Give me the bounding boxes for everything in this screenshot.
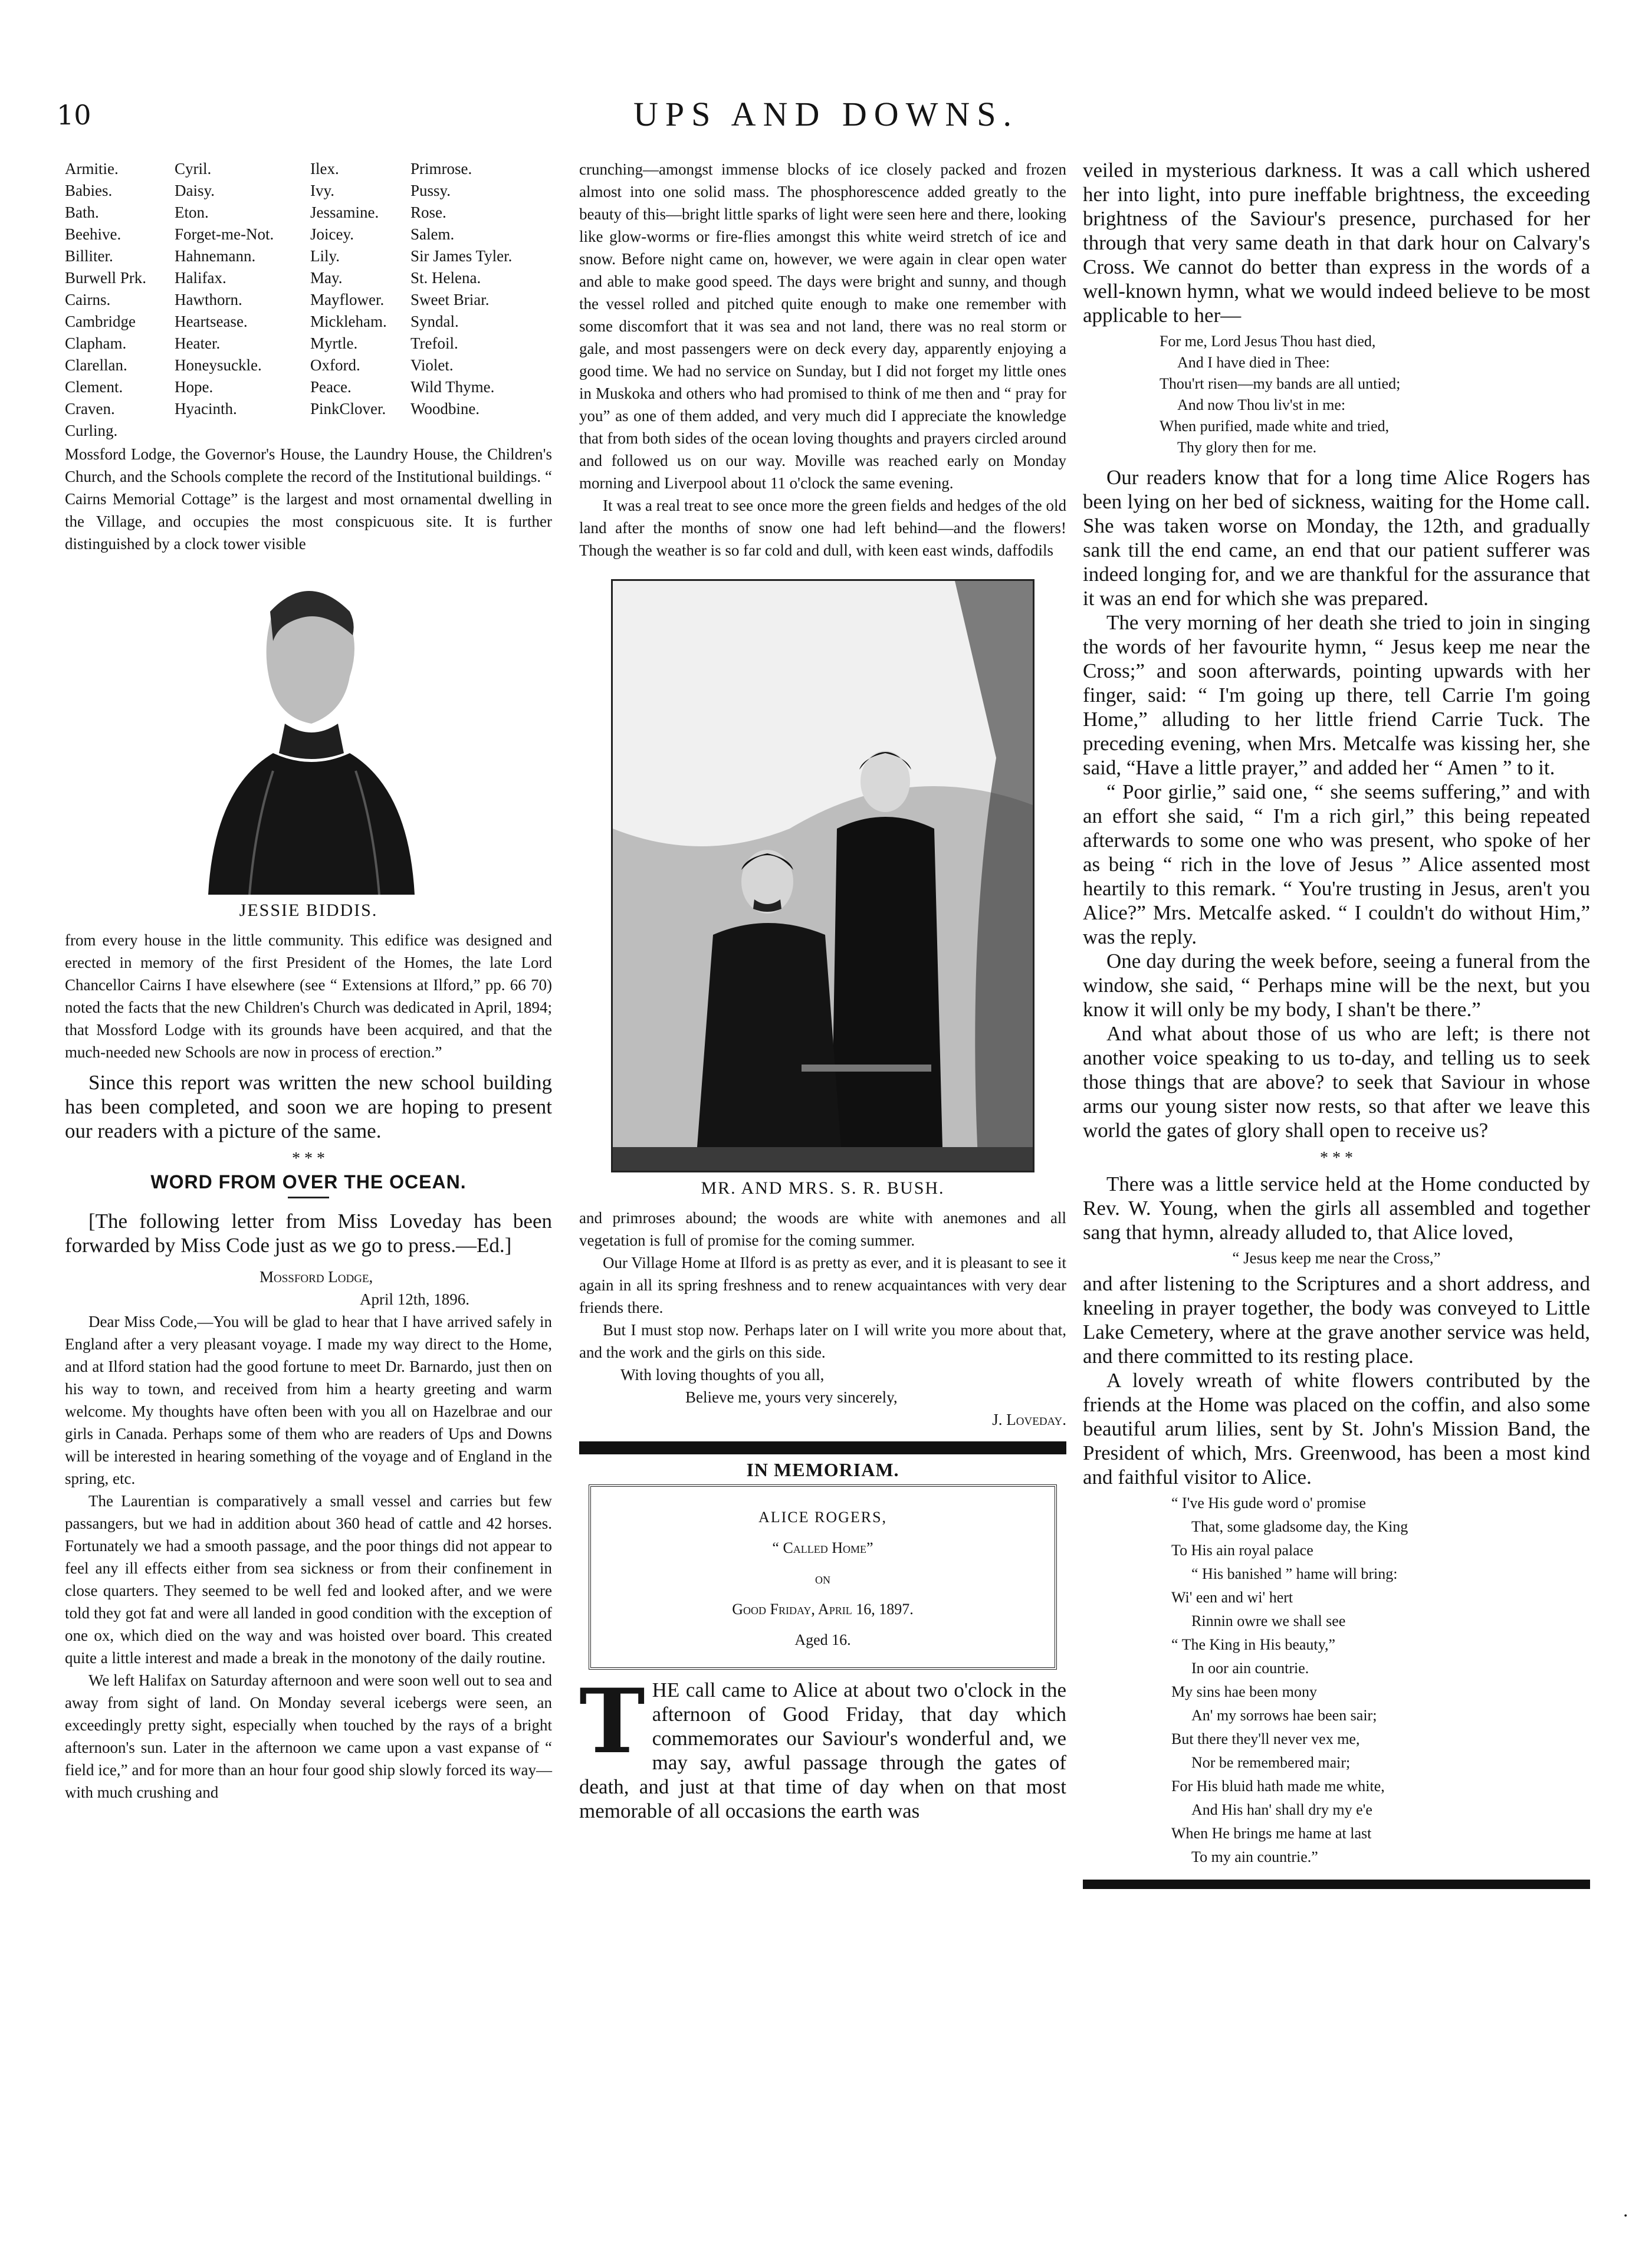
names-row <box>65 420 552 442</box>
hymn-line: And I have died in Thee: <box>1177 354 1330 371</box>
hymn-line: For me, Lord Jesus Thou hast died, <box>1160 333 1376 350</box>
names-row <box>65 224 552 245</box>
house-name <box>310 420 410 442</box>
names-row <box>65 333 552 354</box>
poem-line: “ I've His gude word o' promise <box>1171 1494 1366 1512</box>
memoriam-paragraph: HE call came to Alice at about two o'clock in the afternoon of Good Friday, that day which commemorates our Saviour's wonderful and, we may say, awful passage through the gates of death, and just at that time of day when on that most memorable of all occasions the earth was <box>579 1678 1066 1822</box>
darkness-paragraph: veiled in mysterious darkness. It was a call which ushered her into light, into pure ineffable brightness, the exceeding brightness of the Saviour's presence, purchased for her through that very same death in that dark hour on Calvary's Cross. We cannot do better than express in the words of a well-known hymn, what we would indeed believe to be most applicable to her— <box>1083 159 1590 327</box>
burial-paragraph: and after listening to the Scriptures and a short address, and kneeling in prayer together, the body was conveyed to Little Lake Cemetery, where at the grave another service was held, and there committed to its resting place. <box>1083 1272 1590 1368</box>
jessie-biddis-portrait <box>185 576 432 895</box>
poem-line: But there they'll never vex me, <box>1171 1730 1360 1747</box>
institutional-paragraph: Mossford Lodge, the Governor's House, the Laundry House, the Children's Church, and the Schools complete the record of the Institutional buildings. “ Cairns Memorial Cottage” is the largest and most ornamental dwelling in the Village, and occupies the most conspicuous site. It is further distinguished by a clock tower visible <box>65 445 552 553</box>
house-name: Halifax. <box>175 269 226 287</box>
photo-caption: MR. AND MRS. S. R. BUSH. <box>701 1178 945 1198</box>
page-mark: · <box>1623 2206 1628 2226</box>
house-name <box>175 420 310 442</box>
poem-line: To His ain royal palace <box>1171 1542 1313 1559</box>
letter-signature: J. Loveday. <box>992 1411 1066 1428</box>
poem-line: When He brings me hame at last <box>1171 1825 1372 1842</box>
cairns-paragraph: from every house in the little community. This edifice was designed and erected in memory of the first President of the Homes, the late Lord Chancellor Cairns I have elsewhere (see “ Extensions at Ilford,” pp. 66 70) noted the facts that the new Children's Church was dedicated in April, 1894; that Mossford Lodge with its grounds have been acquired, and that the much-needed new Schools are now in process of erection.” <box>65 931 552 1061</box>
poem-line: Nor be remembered mair; <box>1191 1754 1351 1771</box>
names-row <box>65 267 552 289</box>
house-name: Heartsease. <box>175 313 248 330</box>
house-name: Ivy. <box>310 182 334 199</box>
house-names-table <box>65 158 552 442</box>
names-row <box>65 289 552 311</box>
house-name: Craven. <box>65 400 115 418</box>
house-name: Clapham. <box>65 334 127 352</box>
house-name: May. <box>310 269 343 287</box>
names-row <box>65 398 552 420</box>
house-name: Daisy. <box>175 182 215 199</box>
names-row <box>65 376 552 398</box>
house-name: Pussy. <box>410 182 451 199</box>
house-name: Jessamine. <box>310 203 379 221</box>
house-name: Sir James Tyler. <box>410 247 513 265</box>
section-divider-stars: * * * <box>292 1149 325 1168</box>
funeral-window-paragraph: One day during the week before, seeing a funeral from the window, she said, “ Perhaps mine will be the next, but you know it will only be my body, I shan't be there.” <box>1083 950 1590 1021</box>
sickness-paragraph: Our readers know that for a long time Alice Rogers has been lying on her bed of sickness, waiting for the Home call. She was taken worse on Monday, the 12th, and gradually sank till the end came, an end that our patient sufferer was indeed longing for, and we are thankful for the assurance that it was an end for which she was prepared. <box>1083 466 1590 610</box>
letter-paragraph-2: The Laurentian is comparatively a small vessel and carries but few passangers, but we had in addition about 360 head of cattle and 42 horses. Fortunately we had a smooth passage, and the poor things did not appear to feel any ill effects either from sea sickness or from their confinement in close quarters. They seemed to be well fed and looked after, and we were told they got fat and were all landed in good condition with the exception of one ox, which died on the way and was hoisted over board. This created quite a little interest and made a break in the monotony of the daily routine. <box>65 1492 552 1667</box>
house-name: Oxford. <box>310 356 360 374</box>
bush-photo-frame <box>611 579 1034 1172</box>
house-name: Trefoil. <box>410 334 458 352</box>
poem-line: Wi' een and wi' hert <box>1171 1589 1293 1606</box>
hymn-line: Thy glory then for me. <box>1177 439 1317 456</box>
end-bar <box>1083 1880 1590 1889</box>
house-name: Armitie. <box>65 160 119 178</box>
house-name: Woodbine. <box>410 400 480 418</box>
column-3 <box>1083 158 1590 1889</box>
ilford-paragraph: Our Village Home at Ilford is as pretty as ever, and it is pleasant to see it again in all its spring freshness and to renew acquaintances with very dear friends there. <box>579 1254 1066 1316</box>
house-name: Hyacinth. <box>175 400 237 418</box>
poem-line: For His bluid hath made me white, <box>1171 1778 1385 1795</box>
letter-paragraph-1: Dear Miss Code,—You will be glad to hear that I have arrived safely in England after a very pleasant voyage. I made my way direct to the Home, and at Ilford station had the good fortune to meet Dr. Barnardo, just then on his way to town, and received from him a hearty greeting and warm welcome. My thoughts have often been with you all on Hazelbrae and our girls in Canada. Perhaps some of them who are readers of Ups and Downs will be interested in hearing something of the voyage and of England in the spring, etc. <box>65 1313 552 1487</box>
section-title: WORD FROM OVER THE OCEAN. <box>150 1171 467 1193</box>
house-name: Primrose. <box>410 160 472 178</box>
poem-line: To my ain countrie.” <box>1191 1848 1318 1865</box>
hymn-verse <box>1160 331 1590 458</box>
primroses-paragraph: and primroses abound; the woods are white with anemones and all vegetation is full of promise for the coming summer. <box>579 1209 1066 1249</box>
house-name: Cyril. <box>175 160 212 178</box>
house-name <box>410 420 552 442</box>
house-name: Peace. <box>310 378 352 396</box>
letter-intro: [The following letter from Miss Loveday has been forwarded by Miss Code just as we go to press.—Ed.] <box>65 1210 552 1257</box>
house-name: Myrtle. <box>310 334 358 352</box>
house-name: Burwell Prk. <box>65 269 146 287</box>
poem-line: Rinnin owre we shall see <box>1191 1612 1346 1630</box>
stop-paragraph: But I must stop now. Perhaps later on I will write you more about that, and the work and the girls on this side. <box>579 1321 1066 1361</box>
those-left-paragraph: And what about those of us who are left; is there not another voice speaking to us to-day, and telling us to seek those things that are above? to seek that Saviour in whose arms our young sister now rests, so that after we leave this world the gates of glory shall open to receive us? <box>1083 1022 1590 1142</box>
house-name: Cambridge <box>65 313 136 330</box>
names-row <box>65 158 552 180</box>
house-name: Heater. <box>175 334 221 352</box>
memoriam-text-block <box>579 1670 1066 1823</box>
house-name: Lily. <box>310 247 340 265</box>
house-name: Salem. <box>410 225 455 243</box>
morning-paragraph: The very morning of her death she tried to join in singing the words of her favourite hymn, “ Jesus keep me near the Cross;” and soon afterwards, pointing upwards with her finger, said: “ I'm going up there, tell Carrie I'm going Home,” alluding to her little friend Carrie Tuck. The preceding evening, when Mrs. Metcalfe was kissing her, she said, “Have a little prayer,” and added her “ Amen ” to it. <box>1083 611 1590 779</box>
poem-line: And His han' shall dry my e'e <box>1191 1801 1372 1818</box>
drop-cap-letter: T <box>579 1670 645 1773</box>
house-name: Hahnemann. <box>175 247 256 265</box>
letter-address: Mossford Lodge, <box>260 1268 373 1286</box>
memoriam-name: ALICE ROGERS, <box>758 1509 888 1526</box>
service-paragraph: There was a little service held at the Home conducted by Rev. W. Young, when the girls all assembled and together sang that hymn, already alluded to, that Alice loved, <box>1083 1172 1590 1244</box>
house-name: Joicey. <box>310 225 354 243</box>
house-name: Mickleham. <box>310 313 387 330</box>
poem-line: My sins hae been mony <box>1171 1683 1317 1700</box>
letter-paragraph-3: We left Halifax on Saturday afternoon and were soon well out to sea and away from sight of land. On Monday several icebergs were seen, an exceedingly pretty sight, especially when touched by the rays of a bright afternoon's sun. Later in the afternoon we came upon a vast expanse of “ field ice,” and for more than an hour four good ship slowly forced its way—with much crushing and <box>65 1671 552 1801</box>
memoriam-box <box>589 1484 1057 1670</box>
house-name: St. Helena. <box>410 269 481 287</box>
page-number: 10 <box>57 99 91 131</box>
poem-line: “ The King in His beauty,” <box>1171 1636 1335 1653</box>
divider-stars: * * * <box>1320 1149 1353 1167</box>
wreath-paragraph: A lovely wreath of white flowers contributed by the friends at the Home was placed on the coffin, and also some beautiful arum lilies, sent by St. John's Mission Band, the President of which, Mrs. Greenwood, has been a most kind and faithful visitor to Alice. <box>1083 1369 1590 1489</box>
house-name: PinkClover. <box>310 400 386 418</box>
names-row <box>65 202 552 224</box>
memoriam-called-home: “ Called Home” <box>772 1539 873 1556</box>
closing-line-2: Believe me, yours very sincerely, <box>685 1388 898 1406</box>
names-row <box>65 354 552 376</box>
school-update-paragraph: Since this report was written the new school building has been completed, and soon we are hoping to present our readers with a picture of the same. <box>65 1071 552 1142</box>
house-name: Beehive. <box>65 225 121 243</box>
house-name: Hope. <box>175 378 214 396</box>
hymn-line: When purified, made white and tried, <box>1160 418 1390 435</box>
column-2 <box>579 158 1066 1823</box>
hymn-line: And now Thou liv'st in me: <box>1177 396 1346 413</box>
column-1 <box>65 158 552 1803</box>
house-name: Eton. <box>175 203 209 221</box>
house-name: Clement. <box>65 378 123 396</box>
letter-date: April 12th, 1896. <box>360 1290 469 1308</box>
memoriam-top-bar <box>579 1441 1066 1454</box>
house-name: Cairns. <box>65 291 111 308</box>
house-name: Sweet Briar. <box>410 291 490 308</box>
title-rule <box>288 1197 329 1198</box>
flowers-paragraph: It was a real treat to see once more the green fields and hedges of the old land after the months of snow one had left behind—and the flowers! Though the weather is so far cold and dull, with keen east winds, daffodils <box>579 497 1066 559</box>
house-name: Violet. <box>410 356 454 374</box>
house-name: Clarellan. <box>65 356 127 374</box>
memoriam-age: Aged 16. <box>794 1631 851 1648</box>
house-name: Forget-me-Not. <box>175 225 274 243</box>
hymn-line: Thou'rt risen—my bands are all untied; <box>1160 375 1401 392</box>
house-name: Bath. <box>65 203 99 221</box>
hymn-quote: “ Jesus keep me near the Cross,” <box>1232 1249 1441 1267</box>
memoriam-title: IN MEMORIAM. <box>746 1459 899 1480</box>
poem-line: “ His banished ” hame will bring: <box>1191 1565 1398 1582</box>
closing-line-1: With loving thoughts of you all, <box>620 1366 825 1384</box>
voyage-paragraph: crunching—amongst immense blocks of ice closely packed and frozen almost into one solid mass. The phosphorescence added greatly to the beauty of this—bright little sparks of light were seen here and there, looking like glow-worms or fire-flies amongst this white weird stretch of ice and snow. Before night came on, however, we were again in clear open water and able to make good speed. The days were bright and sunny, and though the vessel rolled and pitched quite enough to make one remember with some discomfort that it was sea and not land, there was no real storm or gale, and most passengers were on deck every day, apparently enjoying a good time. We had no service on Sunday, but I did not forget my little ones in Muskoka and others who had promised to think of me then and “ pray for you” as one of them added, and very much did I appreciate the knowledge that from both sides of the ocean loving thoughts and prayers circled around and followed us on our way. Moville was reached early on Monday morning and Liverpool about 11 o'clock the same evening. <box>579 160 1066 492</box>
house-name: Mayflower. <box>310 291 385 308</box>
portrait-caption: JESSIE BIDDIS. <box>239 901 378 920</box>
rich-girl-paragraph: “ Poor girlie,” said one, “ she seems suffering,” and with an effort she said, “ I'm a rich girl,” this being repeated afterwards to some one who was present, who spoke of her as being “ rich in the love of Jesus ” Alice assented most heartily to this remark. “ You're trusting in Jesus, aren't you Alice?” Mrs. Metcalfe asked. “ I couldn't do without Him,” was the reply. <box>1083 780 1590 948</box>
bush-couple-photo <box>613 581 1033 1171</box>
house-name: Hawthorn. <box>175 291 242 308</box>
house-name: Babies. <box>65 182 113 199</box>
house-name: Rose. <box>410 203 446 221</box>
poem-line: An' my sorrows hae been sair; <box>1191 1707 1377 1724</box>
memoriam-on: on <box>815 1570 830 1587</box>
house-name: Wild Thyme. <box>410 378 495 396</box>
house-name: Billiter. <box>65 247 113 265</box>
names-row <box>65 311 552 333</box>
names-row <box>65 245 552 267</box>
house-name: Honeysuckle. <box>175 356 262 374</box>
memoriam-date: Good Friday, April 16, 1897. <box>732 1601 914 1618</box>
names-row <box>65 180 552 202</box>
house-name: Curling. <box>65 422 118 439</box>
running-title: UPS AND DOWNS. <box>633 95 1019 133</box>
poem-line: That, some gladsome day, the King <box>1191 1518 1408 1535</box>
poem-line: In oor ain countrie. <box>1191 1660 1309 1677</box>
house-name: Syndal. <box>410 313 459 330</box>
scots-poem <box>1171 1492 1590 1869</box>
house-name: Ilex. <box>310 160 339 178</box>
